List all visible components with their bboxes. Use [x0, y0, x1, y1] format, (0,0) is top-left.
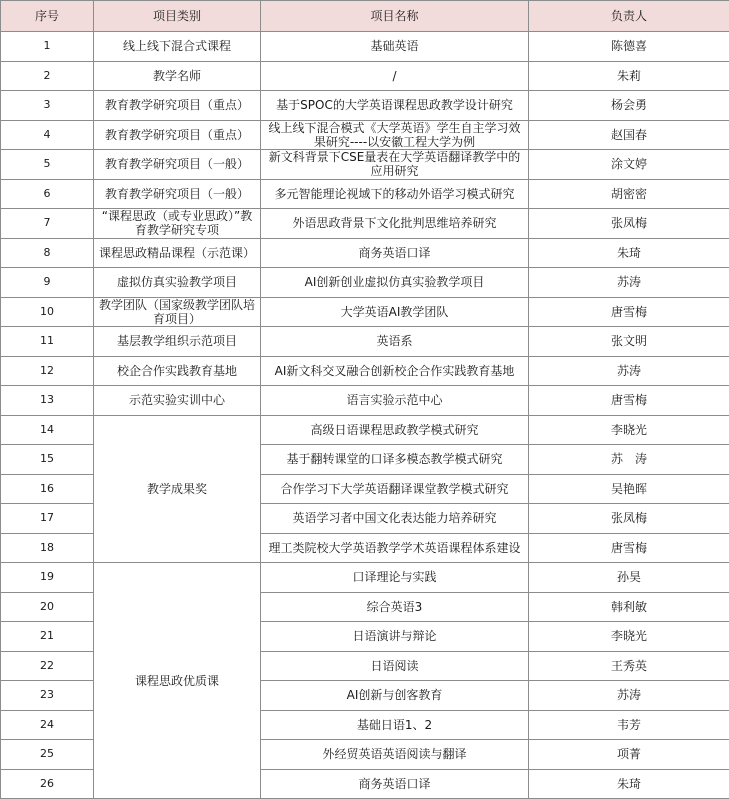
row-project-name: /	[261, 61, 529, 91]
row-owner: 孙昊	[529, 563, 729, 593]
row-index: 5	[1, 150, 94, 180]
row-index: 7	[1, 209, 94, 239]
row-owner: 李晓光	[529, 622, 729, 652]
row-index: 21	[1, 622, 94, 652]
row-project-name: 理工类院校大学英语教学学术英语课程体系建设	[261, 533, 529, 563]
row-project-name: 外语思政背景下文化批判思维培养研究	[261, 209, 529, 239]
row-owner: 赵国春	[529, 120, 729, 150]
row-owner: 苏涛	[529, 356, 729, 386]
row-category: 虚拟仿真实验教学项目	[94, 268, 261, 298]
header-row	[1, 1, 729, 32]
row-owner: 吴艳晖	[529, 474, 729, 504]
row-owner: 韦芳	[529, 710, 729, 740]
row-owner: 杨会勇	[529, 91, 729, 121]
row-project-name: 合作学习下大学英语翻译课堂教学模式研究	[261, 474, 529, 504]
table-row	[1, 61, 729, 91]
row-index: 19	[1, 563, 94, 593]
row-project-name: 线上线下混合模式《大学英语》学生自主学习效果研究----以安徽工程大学为例	[261, 120, 529, 150]
row-project-name: AI创新与创客教育	[261, 681, 529, 711]
row-category: 示范实验实训中心	[94, 386, 261, 416]
row-index: 4	[1, 120, 94, 150]
row-owner: 张文明	[529, 327, 729, 357]
table-row	[1, 150, 729, 180]
row-owner: 李晓光	[529, 415, 729, 445]
row-owner: 朱莉	[529, 61, 729, 91]
table-row	[1, 563, 729, 593]
row-project-name: 基础日语1、2	[261, 710, 529, 740]
row-project-name: 语言实验示范中心	[261, 386, 529, 416]
row-project-name: 多元智能理论视域下的移动外语学习模式研究	[261, 179, 529, 209]
row-index: 9	[1, 268, 94, 298]
row-owner: 唐雪梅	[529, 386, 729, 416]
row-owner: 朱琦	[529, 769, 729, 799]
table-row	[1, 91, 729, 121]
row-index: 22	[1, 651, 94, 681]
row-category: 教育教学研究项目（一般）	[94, 179, 261, 209]
row-owner: 苏涛	[529, 681, 729, 711]
row-index: 16	[1, 474, 94, 504]
row-project-name: 基于SPOC的大学英语课程思政教学设计研究	[261, 91, 529, 121]
table-row	[1, 386, 729, 416]
row-project-name: 日语演讲与辩论	[261, 622, 529, 652]
header-project-name: 项目名称	[261, 1, 529, 32]
row-project-name: 商务英语口译	[261, 238, 529, 268]
row-project-name: 日语阅读	[261, 651, 529, 681]
row-index: 15	[1, 445, 94, 475]
row-project-name: 大学英语AI教学团队	[261, 297, 529, 327]
row-index: 23	[1, 681, 94, 711]
row-category: 线上线下混合式课程	[94, 32, 261, 62]
row-owner: 胡密密	[529, 179, 729, 209]
table-row	[1, 120, 729, 150]
row-owner: 朱琦	[529, 238, 729, 268]
row-category-merged: 课程思政优质课	[94, 563, 261, 799]
table-row	[1, 268, 729, 298]
row-owner: 项菁	[529, 740, 729, 770]
row-index: 8	[1, 238, 94, 268]
row-project-name: 新文科背景下CSE量表在大学英语翻译教学中的应用研究	[261, 150, 529, 180]
header-owner: 负责人	[529, 1, 729, 32]
row-category: 教学团队（国家级教学团队培育项目）	[94, 297, 261, 327]
row-category: 教学名师	[94, 61, 261, 91]
row-index: 11	[1, 327, 94, 357]
row-index: 25	[1, 740, 94, 770]
row-category: “课程思政（或专业思政）”教育教学研究专项	[94, 209, 261, 239]
row-category: 教育教学研究项目（重点）	[94, 91, 261, 121]
table-row	[1, 356, 729, 386]
row-project-name: AI创新创业虚拟仿真实验教学项目	[261, 268, 529, 298]
row-project-name: 综合英语3	[261, 592, 529, 622]
row-index: 24	[1, 710, 94, 740]
row-owner: 王秀英	[529, 651, 729, 681]
row-owner: 唐雪梅	[529, 297, 729, 327]
row-owner: 苏涛	[529, 268, 729, 298]
table-row	[1, 209, 729, 239]
row-project-name: 基础英语	[261, 32, 529, 62]
row-project-name: AI新文科交叉融合创新校企合作实践教育基地	[261, 356, 529, 386]
row-owner: 张凤梅	[529, 504, 729, 534]
row-owner: 张凤梅	[529, 209, 729, 239]
row-index: 3	[1, 91, 94, 121]
row-owner: 苏 涛	[529, 445, 729, 475]
header-category: 项目类别	[94, 1, 261, 32]
row-owner: 陈德喜	[529, 32, 729, 62]
row-project-name: 商务英语口译	[261, 769, 529, 799]
row-index: 12	[1, 356, 94, 386]
table-row	[1, 238, 729, 268]
row-index: 20	[1, 592, 94, 622]
row-index: 10	[1, 297, 94, 327]
row-index: 18	[1, 533, 94, 563]
row-index: 26	[1, 769, 94, 799]
row-category: 教育教学研究项目（重点）	[94, 120, 261, 150]
row-owner: 唐雪梅	[529, 533, 729, 563]
row-index: 1	[1, 32, 94, 62]
row-category-merged: 教学成果奖	[94, 415, 261, 563]
row-project-name: 英语系	[261, 327, 529, 357]
row-index: 13	[1, 386, 94, 416]
row-category: 基层教学组织示范项目	[94, 327, 261, 357]
row-project-name: 英语学习者中国文化表达能力培养研究	[261, 504, 529, 534]
row-index: 2	[1, 61, 94, 91]
table-row	[1, 327, 729, 357]
row-category: 课程思政精品课程（示范课）	[94, 238, 261, 268]
table-row	[1, 32, 729, 62]
row-project-name: 口译理论与实践	[261, 563, 529, 593]
row-project-name: 外经贸英语英语阅读与翻译	[261, 740, 529, 770]
row-owner: 涂文婷	[529, 150, 729, 180]
row-owner: 韩利敏	[529, 592, 729, 622]
row-index: 17	[1, 504, 94, 534]
row-category: 校企合作实践教育基地	[94, 356, 261, 386]
row-index: 6	[1, 179, 94, 209]
row-project-name: 高级日语课程思政教学模式研究	[261, 415, 529, 445]
table-row	[1, 415, 729, 445]
row-index: 14	[1, 415, 94, 445]
table-row	[1, 297, 729, 327]
header-index: 序号	[1, 1, 94, 32]
row-project-name: 基于翻转课堂的口译多模态教学模式研究	[261, 445, 529, 475]
table-row	[1, 179, 729, 209]
row-category: 教育教学研究项目（一般）	[94, 150, 261, 180]
